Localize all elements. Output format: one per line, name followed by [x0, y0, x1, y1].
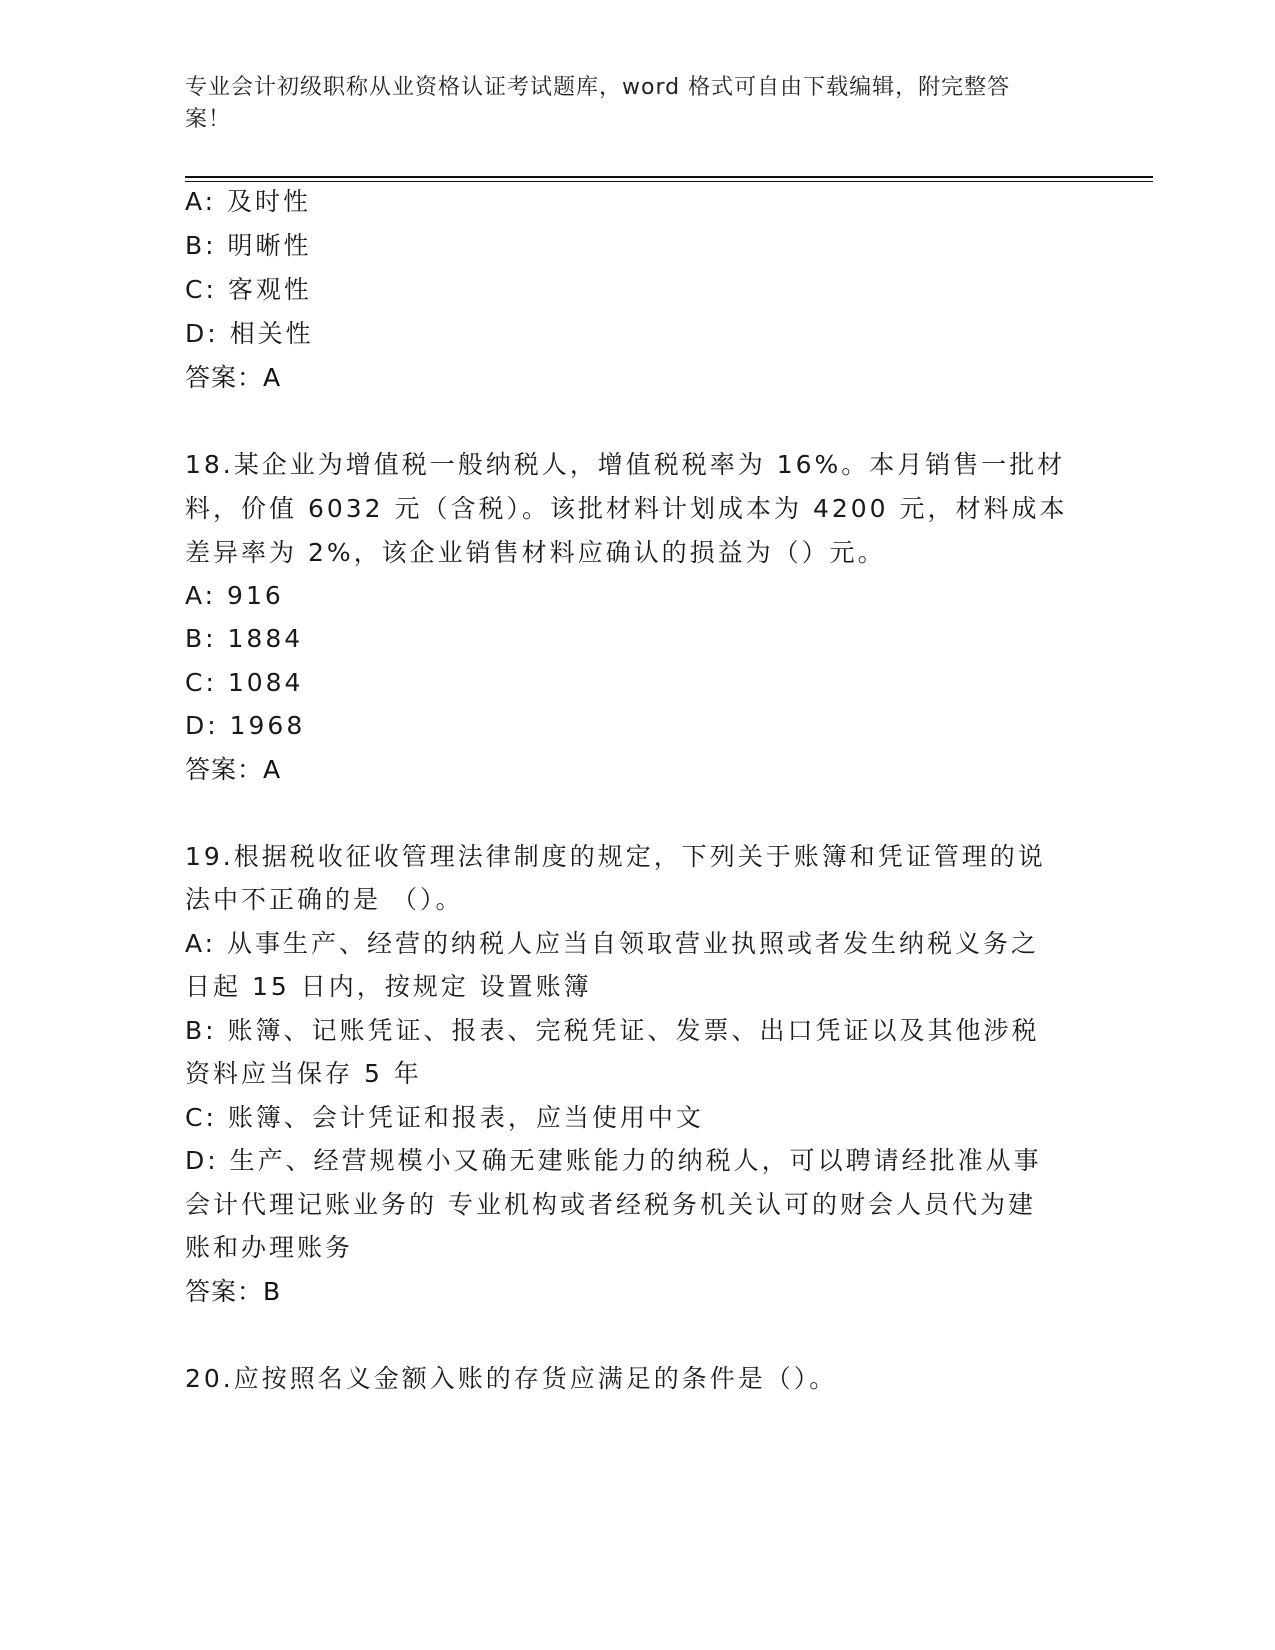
q17-answer: 答案：A: [185, 363, 282, 392]
q19-option-a-line-2: 日起 15 日内，按规定 设置账簿: [185, 972, 592, 1001]
q17-option-d: D: 相关性: [185, 319, 314, 348]
header-divider-thick: [185, 176, 1153, 178]
q19-stem-line-1: 19.根据税收征收管理法律制度的规定，下列关于账簿和凭证管理的说: [185, 842, 1046, 871]
header-divider-thin: [185, 181, 1153, 182]
q18-stem-line-2: 料，价值 6032 元（含税）。该批材料计划成本为 4200 元，材料成本: [185, 494, 1068, 523]
q19-option-b-line-1: B: 账簿、记账凭证、报表、完税凭证、发票、出口凭证以及其他涉税: [185, 1016, 1040, 1045]
q19-stem-line-2: 法中不正确的是 （）。: [185, 885, 464, 914]
q19-option-d-line-2: 会计代理记账业务的 专业机构或者经税务机关认可的财会人员代为建: [185, 1190, 1036, 1219]
q17-option-a: A: 及时性: [185, 187, 312, 216]
q18-option-a: A: 916: [185, 581, 284, 610]
q19-option-c: C: 账簿、会计凭证和报表，应当使用中文: [185, 1103, 704, 1132]
q18-answer: 答案：A: [185, 755, 282, 784]
q19-option-d-line-3: 账和办理账务: [185, 1233, 354, 1262]
q20-stem-line-1: 20.应按照名义金额入账的存货应满足的条件是（）。: [185, 1364, 838, 1393]
q19-answer: 答案：B: [185, 1277, 282, 1306]
q17-option-c: C: 客观性: [185, 275, 312, 304]
q18-stem-line-3: 差异率为 2%，该企业销售材料应确认的损益为（）元。: [185, 538, 886, 567]
q18-option-c: C: 1084: [185, 668, 304, 697]
q17-option-b: B: 明晰性: [185, 231, 312, 260]
document-header: [185, 72, 1065, 136]
header-line-2: 案！: [185, 107, 232, 132]
header-line-1: 专业会计初级职称从业资格认证考试题库，word 格式可自由下载编辑，附完整答: [185, 75, 1011, 100]
q18-stem-line-1: 18.某企业为增值税一般纳税人，增值税税率为 16%。本月销售一批材: [185, 450, 1066, 479]
q18-option-b: B: 1884: [185, 624, 304, 653]
q19-option-b-line-2: 资料应当保存 5 年: [185, 1059, 422, 1088]
q19-option-a-line-1: A: 从事生产、经营的纳税人应当自领取营业执照或者发生纳税义务之: [185, 929, 1040, 958]
q19-option-d-line-1: D: 生产、经营规模小又确无建账能力的纳税人，可以聘请经批准从事: [185, 1146, 1042, 1175]
q18-option-d: D: 1968: [185, 711, 306, 740]
